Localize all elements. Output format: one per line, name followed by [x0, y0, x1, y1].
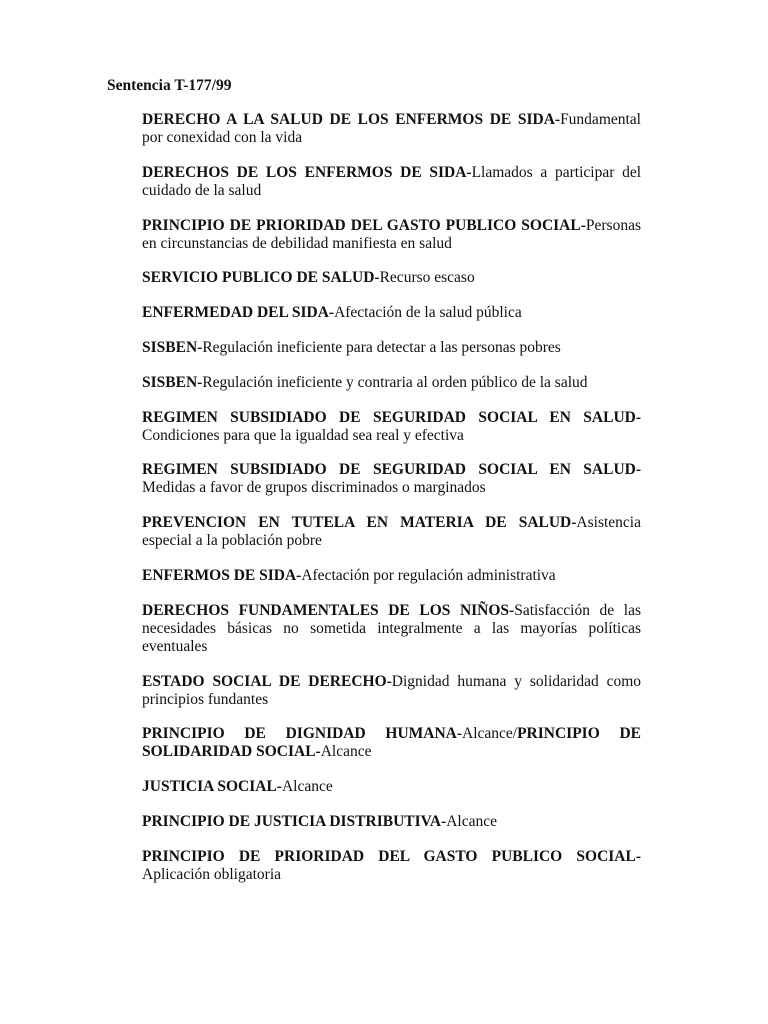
headnote-heading: PRINCIPIO DE PRIORIDAD DEL GASTO PUBLICO SOCIAL-: [142, 216, 586, 234]
headnote-description: Condiciones para que la igualdad sea real y efectiva: [142, 426, 464, 444]
headnote-description: Alcance: [281, 778, 333, 796]
headnote-entry: [142, 164, 641, 200]
headnote-entry: [142, 304, 641, 322]
headnote-entry: [142, 269, 641, 287]
headnote-entry: [142, 374, 641, 392]
headnote-description: Afectación por regulación administrativa: [301, 566, 556, 584]
headnote-entry: [142, 725, 641, 761]
headnote-heading: PREVENCION EN TUTELA EN MATERIA DE SALUD-: [142, 514, 577, 532]
headnote-heading: SISBEN-: [142, 373, 203, 391]
headnote-heading: ESTADO SOCIAL DE DERECHO-: [142, 672, 392, 690]
headnote-heading: REGIMEN SUBSIDIADO DE SEGURIDAD SOCIAL EN SALUD-: [142, 461, 641, 479]
headnote-entry: [142, 673, 641, 709]
headnote-heading: ENFERMEDAD DEL SIDA-: [142, 304, 335, 322]
headnote-description: Satisfacción de las necesidades básicas no sometida integralmente a las mayorías políticas eventuales: [142, 601, 641, 655]
headnote-heading: PRINCIPIO DE SOLIDARIDAD SOCIAL-: [142, 725, 641, 761]
headnote-entry: [142, 813, 641, 831]
headnote-heading: SISBEN-: [142, 338, 203, 356]
headnote-description: Alcance: [446, 812, 497, 830]
headnote-heading: DERECHO A LA SALUD DE LOS ENFERMOS DE SIDA-: [142, 111, 561, 128]
headnote-entry: [142, 602, 641, 656]
headnote-entry: [142, 339, 641, 357]
headnote-entry: [142, 567, 641, 585]
headnote-description: Recurso escaso: [379, 269, 475, 287]
headnote-entry: [142, 848, 641, 884]
headnote-heading: ENFERMOS DE SIDA-: [142, 566, 302, 584]
headnote-entry: [142, 217, 641, 253]
headnote-list: [142, 111, 641, 901]
headnote-heading: DERECHOS FUNDAMENTALES DE LOS NIÑOS-: [142, 601, 515, 619]
headnote-description: Medidas a favor de grupos discriminados o marginados: [142, 479, 486, 497]
headnote-heading: PRINCIPIO DE PRIORIDAD DEL GASTO PUBLICO SOCIAL-: [142, 847, 641, 865]
headnote-heading: JUSTICIA SOCIAL-: [142, 778, 282, 796]
headnote-description: Asistencia especial a la población pobre: [142, 514, 641, 550]
headnote-entry: [142, 409, 641, 445]
headnote-description: Regulación ineficiente para detectar a las personas pobres: [202, 338, 561, 356]
headnote-heading: PRINCIPIO DE DIGNIDAD HUMANA-: [142, 725, 463, 743]
headnote-description: Afectación de la salud pública: [334, 304, 522, 322]
headnote-entry: [142, 514, 641, 550]
headnote-entry: [142, 778, 641, 796]
headnote-heading: REGIMEN SUBSIDIADO DE SEGURIDAD SOCIAL EN SALUD-: [142, 408, 641, 426]
headnote-description: Alcance: [320, 743, 372, 761]
headnote-heading: SERVICIO PUBLICO DE SALUD-: [142, 269, 380, 287]
headnote-description: Dignidad humana y solidaridad como principios fundantes: [142, 672, 642, 708]
headnote-description: Regulación ineficiente y contraria al orden público de la salud: [202, 373, 588, 391]
headnote-description: Aplicación obligatoria: [142, 865, 282, 883]
headnote-heading: PRINCIPIO DE JUSTICIA DISTRIBUTIVA-: [142, 812, 447, 830]
headnote-entry: [142, 111, 641, 147]
headnote-entry: [142, 461, 641, 497]
headnote-description: Personas en circunstancias de debilidad manifiesta en salud: [142, 216, 641, 252]
headnote-description: Fundamental por conexidad con la vida: [142, 111, 641, 146]
headnote-heading: DERECHOS DE LOS ENFERMOS DE SIDA-: [142, 163, 472, 181]
headnote-description: Alcance/: [462, 725, 518, 743]
document-title: Sentencia T-177/99: [107, 77, 232, 94]
headnote-description: Llamados a participar del cuidado de la salud: [142, 163, 641, 199]
